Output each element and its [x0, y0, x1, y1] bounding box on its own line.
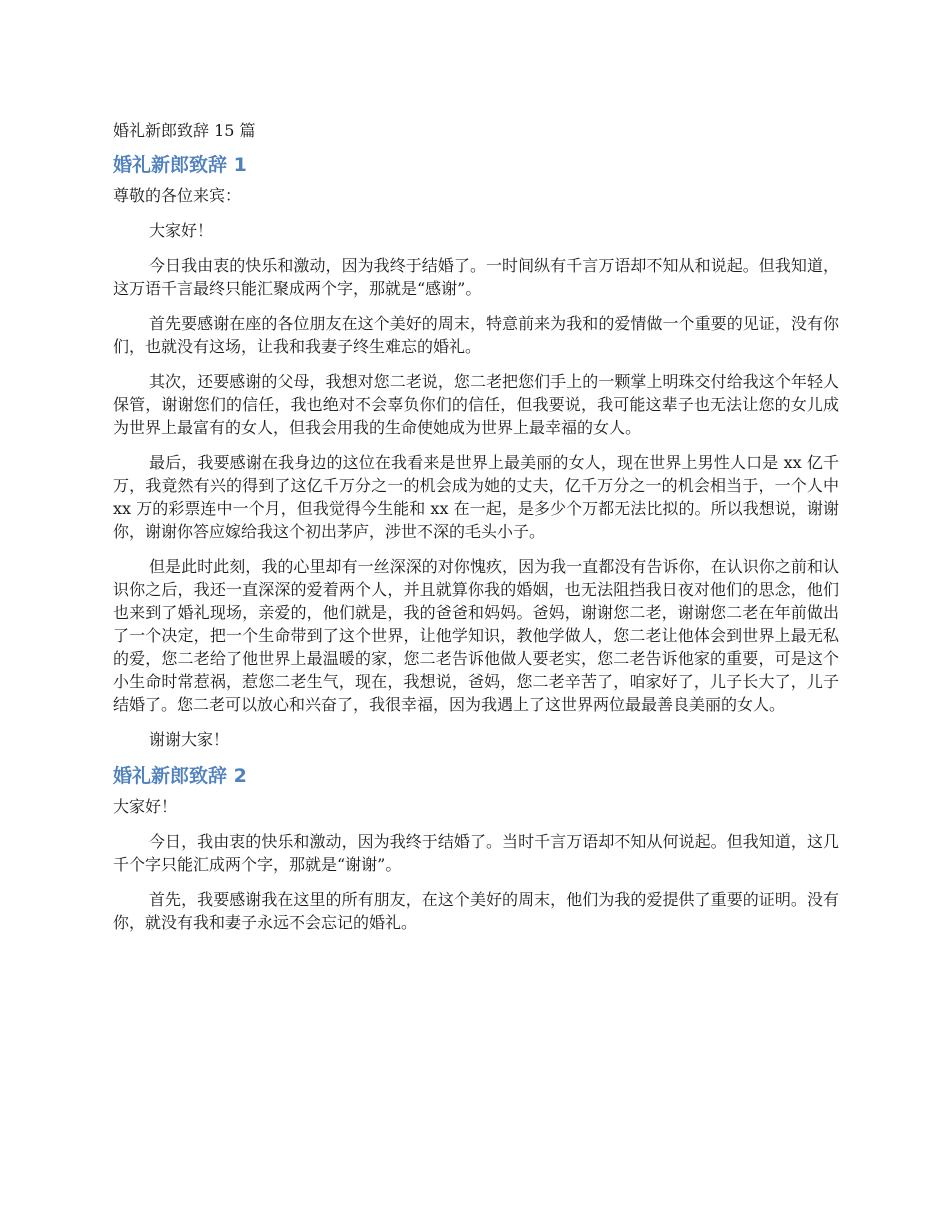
- section-2: [113, 763, 839, 934]
- paragraph: 今日，我由衷的快乐和激动，因为我终于结婚了。当时千言万语却不知从何说起。但我知道，这几千个字只能汇成两个字，那就是“谢谢”。: [113, 832, 839, 874]
- salutation: 尊敬的各位来宾：: [113, 186, 242, 205]
- paragraph: 最后，我要感谢在我身边的这位在我看来是世界上最美丽的女人，现在世界上男性人口是 xx 亿千万，我竟然有兴的得到了这亿千万分之一的机会成为她的丈夫，亿千万分之一的机会相当于，一个人中 xx 万的彩票连中一个月，但我觉得今生能和 xx 在一起，是多少个万都无法比拟的。所以我想说，谢谢你，谢谢你答应嫁给我这个初出茅庐，涉世不深的毛头小子。: [113, 453, 839, 541]
- document-page: [113, 118, 839, 946]
- paragraph: 首先，我要感谢我在这里的所有朋友，在这个美好的周末，他们为我的爱提供了重要的证明。没有你，就没有我和妻子永远不会忘记的婚礼。: [113, 890, 839, 932]
- paragraph: 谢谢大家！: [149, 730, 230, 749]
- document-title: 婚礼新郎致辞 15 篇: [113, 121, 256, 140]
- paragraph: 大家好！: [149, 221, 214, 240]
- section-heading: 婚礼新郎致辞 2: [113, 765, 247, 787]
- paragraph: 今日我由衷的快乐和激动，因为我终于结婚了。一时间纵有千言万语却不知从和说起。但我知道，这万语千言最终只能汇聚成两个字，那就是“感谢”。: [113, 256, 839, 298]
- section-1: [113, 152, 839, 751]
- paragraph: 首先要感谢在座的各位朋友在这个美好的周末，特意前来为我和的爱情做一个重要的见证，没有你们，也就没有这场，让我和我妻子终生难忘的婚礼。: [113, 314, 839, 356]
- paragraph: 其次，还要感谢的父母，我想对您二老说，您二老把您们手上的一颗掌上明珠交付给我这个年轻人保管，谢谢您们的信任，我也绝对不会辜负你们的信任，但我要说，我可能这辈子也无法让您的女儿成为世界上最富有的女人，但我会用我的生命使她成为世界上最幸福的女人。: [113, 372, 839, 437]
- section-heading: 婚礼新郎致辞 1: [113, 154, 247, 176]
- salutation: 大家好！: [113, 797, 178, 816]
- paragraph: 但是此时此刻，我的心里却有一丝深深的对你愧疚，因为我一直都没有告诉你，在认识你之前和认识你之后，我还一直深深的爱着两个人，并且就算你我的婚姻，也无法阻挡我日夜对他们的思念，他们也来到了婚礼现场，亲爱的，他们就是，我的爸爸和妈妈。爸妈，谢谢您二老，谢谢您二老在年前做出了一个决定，把一个生命带到了这个世界，让他学知识，教他学做人，您二老让他体会到世界上最无私的爱，您二老给了他世界上最温暖的家，您二老告诉他做人要老实，您二老告诉他家的重要，可是这个小生命时常惹祸，惹您二老生气，现在，我想说，爸妈，您二老辛苦了，咱家好了，儿子长大了，儿子结婚了。您二老可以放心和兴奋了，我很幸福，因为我遇上了这世界两位最最善良美丽的女人。: [113, 557, 839, 714]
